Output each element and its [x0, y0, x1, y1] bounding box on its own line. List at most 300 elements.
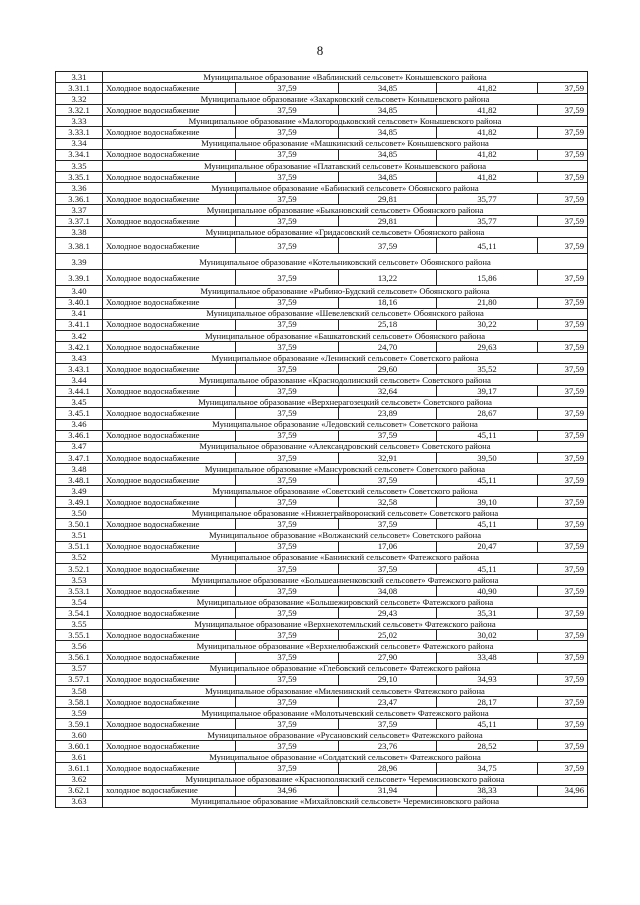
tariff-value: 23,89 [339, 408, 437, 419]
row-number: 3.52.1 [56, 563, 103, 574]
row-number: 3.36.1 [56, 194, 103, 205]
service-name: Холодное водоснабжение [103, 452, 236, 463]
municipality-name: Муниципальное образование «Ленинский сельсовет» Советского района [103, 352, 588, 363]
tariff-table-body [56, 72, 588, 808]
tariff-value: 37,59 [339, 719, 437, 730]
tariff-value: 35,77 [437, 194, 538, 205]
service-name: Холодное водоснабжение [103, 364, 236, 375]
row-number: 3.48.1 [56, 475, 103, 486]
service-row [56, 216, 588, 227]
tariff-value: 45,11 [437, 475, 538, 486]
row-number: 3.44 [56, 375, 103, 386]
tariff-value: 37,59 [236, 127, 339, 138]
row-number: 3.43.1 [56, 364, 103, 375]
row-number: 3.50 [56, 508, 103, 519]
row-number: 3.42.1 [56, 341, 103, 352]
municipality-name: Муниципальное образование «Котельниковский сельсовет» Обоянского района [103, 254, 588, 270]
municipality-row [56, 752, 588, 763]
row-number: 3.49.1 [56, 497, 103, 508]
tariff-value: 37,59 [339, 238, 437, 254]
tariff-value: 34,96 [236, 785, 339, 796]
tariff-value: 37,59 [538, 216, 588, 227]
service-row [56, 452, 588, 463]
tariff-value: 45,11 [437, 238, 538, 254]
tariff-value: 21,80 [437, 297, 538, 308]
tariff-value: 37,59 [236, 563, 339, 574]
municipality-name: Муниципальное образование «Глебовский сельсовет» Фатежского района [103, 663, 588, 674]
service-name: холодное водоснабжение [103, 785, 236, 796]
tariff-value: 40,90 [437, 585, 538, 596]
municipality-row [56, 774, 588, 785]
municipality-name: Муниципальное образование «Миленинский сельсовет» Фатежского района [103, 685, 588, 696]
row-number: 3.37.1 [56, 216, 103, 227]
row-number: 3.62.1 [56, 785, 103, 796]
municipality-row [56, 530, 588, 541]
tariff-value: 45,11 [437, 430, 538, 441]
service-row [56, 430, 588, 441]
tariff-value: 37,59 [538, 127, 588, 138]
service-row [56, 270, 588, 286]
municipality-row [56, 730, 588, 741]
municipality-name: Муниципальное образование «Верхнерагозецкий сельсовет» Советского района [103, 397, 588, 408]
tariff-value: 39,17 [437, 386, 538, 397]
municipality-row [56, 205, 588, 216]
row-number: 3.36 [56, 182, 103, 193]
service-name: Холодное водоснабжение [103, 585, 236, 596]
tariff-value: 37,59 [538, 719, 588, 730]
service-row [56, 364, 588, 375]
tariff-value: 29,60 [339, 364, 437, 375]
service-name: Холодное водоснабжение [103, 630, 236, 641]
row-number: 3.52 [56, 552, 103, 563]
tariff-value: 18,16 [339, 297, 437, 308]
municipality-row [56, 597, 588, 608]
tariff-value: 37,59 [339, 475, 437, 486]
service-name: Холодное водоснабжение [103, 83, 236, 94]
tariff-value: 37,59 [236, 674, 339, 685]
tariff-value: 37,59 [538, 630, 588, 641]
tariff-value: 29,63 [437, 341, 538, 352]
row-number: 3.33.1 [56, 127, 103, 138]
municipality-row [56, 508, 588, 519]
municipality-name: Муниципальное образование «Верхнехотемльский сельсовет» Фатежского района [103, 619, 588, 630]
row-number: 3.62 [56, 774, 103, 785]
tariff-value: 28,67 [437, 408, 538, 419]
service-row [56, 674, 588, 685]
municipality-row [56, 663, 588, 674]
tariff-value: 37,59 [236, 194, 339, 205]
row-number: 3.55 [56, 619, 103, 630]
service-name: Холодное водоснабжение [103, 149, 236, 160]
municipality-name: Муниципальное образование «Краснодолинский сельсовет» Советского района [103, 375, 588, 386]
tariff-value: 34,85 [339, 149, 437, 160]
municipality-row [56, 72, 588, 83]
municipality-name: Муниципальное образование «Башкатовский сельсовет» Обоянского района [103, 330, 588, 341]
service-row [56, 585, 588, 596]
tariff-value: 39,50 [437, 452, 538, 463]
row-number: 3.56.1 [56, 652, 103, 663]
tariff-value: 37,59 [236, 238, 339, 254]
tariff-value: 37,59 [236, 741, 339, 752]
tariff-value: 32,64 [339, 386, 437, 397]
tariff-value: 37,59 [538, 430, 588, 441]
row-number: 3.37 [56, 205, 103, 216]
row-number: 3.46 [56, 419, 103, 430]
service-name: Холодное водоснабжение [103, 319, 236, 330]
service-row [56, 319, 588, 330]
tariff-value: 29,10 [339, 674, 437, 685]
row-number: 3.53.1 [56, 585, 103, 596]
tariff-value: 37,59 [236, 652, 339, 663]
tariff-value: 27,90 [339, 652, 437, 663]
tariff-value: 37,59 [236, 630, 339, 641]
tariff-value: 28,52 [437, 741, 538, 752]
tariff-value: 37,59 [538, 364, 588, 375]
tariff-value: 37,59 [339, 519, 437, 530]
service-row [56, 763, 588, 774]
tariff-value: 23,47 [339, 696, 437, 707]
tariff-value: 37,59 [236, 763, 339, 774]
tariff-value: 37,59 [236, 497, 339, 508]
tariff-value: 29,81 [339, 194, 437, 205]
tariff-value: 28,96 [339, 763, 437, 774]
row-number: 3.59.1 [56, 719, 103, 730]
row-number: 3.50.1 [56, 519, 103, 530]
tariff-value: 17,06 [339, 541, 437, 552]
municipality-name: Муниципальное образование «Малогородьковский сельсовет» Конышевского района [103, 116, 588, 127]
tariff-value: 37,59 [538, 386, 588, 397]
tariff-value: 37,59 [236, 149, 339, 160]
tariff-value: 41,82 [437, 127, 538, 138]
tariff-value: 37,59 [538, 674, 588, 685]
service-row [56, 519, 588, 530]
municipality-name: Муниципальное образование «Бабинский сельсовет» Обоянского района [103, 182, 588, 193]
tariff-value: 37,59 [538, 194, 588, 205]
service-row [56, 127, 588, 138]
row-number: 3.35.1 [56, 171, 103, 182]
municipality-row [56, 397, 588, 408]
tariff-value: 37,59 [538, 171, 588, 182]
tariff-table [55, 71, 588, 808]
row-number: 3.57 [56, 663, 103, 674]
service-name: Холодное водоснабжение [103, 563, 236, 574]
tariff-value: 37,59 [538, 408, 588, 419]
tariff-value: 28,17 [437, 696, 538, 707]
municipality-row [56, 441, 588, 452]
municipality-name: Муниципальное образование «Банинский сельсовет» Фатежского района [103, 552, 588, 563]
row-number: 3.32 [56, 94, 103, 105]
service-row [56, 386, 588, 397]
tariff-value: 37,59 [538, 238, 588, 254]
service-row [56, 696, 588, 707]
tariff-value: 37,59 [236, 608, 339, 619]
service-name: Холодное водоснабжение [103, 763, 236, 774]
tariff-value: 34,96 [538, 785, 588, 796]
row-number: 3.56 [56, 641, 103, 652]
row-number: 3.31.1 [56, 83, 103, 94]
tariff-value: 37,59 [538, 149, 588, 160]
row-number: 3.61 [56, 752, 103, 763]
municipality-row [56, 254, 588, 270]
row-number: 3.43 [56, 352, 103, 363]
service-name: Холодное водоснабжение [103, 341, 236, 352]
row-number: 3.41 [56, 308, 103, 319]
tariff-value: 29,81 [339, 216, 437, 227]
row-number: 3.46.1 [56, 430, 103, 441]
municipality-name: Муниципальное образование «Большежировский сельсовет» Фатежского района [103, 597, 588, 608]
tariff-value: 34,85 [339, 127, 437, 138]
tariff-value: 37,59 [236, 452, 339, 463]
tariff-value: 30,22 [437, 319, 538, 330]
municipality-row [56, 182, 588, 193]
service-name: Холодное водоснабжение [103, 652, 236, 663]
tariff-value: 37,59 [538, 270, 588, 286]
municipality-row [56, 552, 588, 563]
row-number: 3.48 [56, 463, 103, 474]
tariff-value: 20,47 [437, 541, 538, 552]
tariff-value: 45,11 [437, 563, 538, 574]
row-number: 3.63 [56, 796, 103, 807]
row-number: 3.40.1 [56, 297, 103, 308]
tariff-value: 41,82 [437, 83, 538, 94]
row-number: 3.51.1 [56, 541, 103, 552]
tariff-value: 15,86 [437, 270, 538, 286]
municipality-row [56, 685, 588, 696]
service-row [56, 541, 588, 552]
municipality-row [56, 796, 588, 807]
tariff-value: 25,18 [339, 319, 437, 330]
municipality-name: Муниципальное образование «Ледовский сельсовет» Советского района [103, 419, 588, 430]
municipality-row [56, 463, 588, 474]
row-number: 3.47.1 [56, 452, 103, 463]
municipality-row [56, 574, 588, 585]
tariff-value: 37,59 [236, 105, 339, 116]
tariff-value: 37,59 [236, 719, 339, 730]
row-number: 3.59 [56, 707, 103, 718]
tariff-value: 34,85 [339, 171, 437, 182]
municipality-name: Муниципальное образование «Шевелевский сельсовет» Обоянского района [103, 308, 588, 319]
tariff-value: 35,77 [437, 216, 538, 227]
tariff-value: 37,59 [339, 430, 437, 441]
service-name: Холодное водоснабжение [103, 270, 236, 286]
municipality-row [56, 160, 588, 171]
service-row [56, 785, 588, 796]
tariff-value: 37,59 [538, 519, 588, 530]
tariff-value: 37,59 [538, 83, 588, 94]
tariff-value: 37,59 [236, 386, 339, 397]
page-number: 8 [316, 43, 324, 58]
tariff-value: 34,85 [339, 83, 437, 94]
municipality-name: Муниципальное образование «Быкановский сельсовет» Обоянского района [103, 205, 588, 216]
row-number: 3.45.1 [56, 408, 103, 419]
municipality-name: Муниципальное образование «Платавский сельсовет» Конышевского района [103, 160, 588, 171]
service-name: Холодное водоснабжение [103, 171, 236, 182]
tariff-value: 41,82 [437, 105, 538, 116]
row-number: 3.38.1 [56, 238, 103, 254]
tariff-value: 41,82 [437, 171, 538, 182]
municipality-name: Муниципальное образование «Краснополянский сельсовет» Черемисиновского района [103, 774, 588, 785]
service-row [56, 238, 588, 254]
service-row [56, 297, 588, 308]
service-row [56, 105, 588, 116]
service-name: Холодное водоснабжение [103, 127, 236, 138]
row-number: 3.31 [56, 72, 103, 83]
municipality-row [56, 138, 588, 149]
service-name: Холодное водоснабжение [103, 719, 236, 730]
tariff-value: 37,59 [236, 297, 339, 308]
municipality-row [56, 116, 588, 127]
tariff-value: 34,85 [339, 105, 437, 116]
municipality-name: Муниципальное образование «Захарковский сельсовет» Конышевского района [103, 94, 588, 105]
tariff-value: 13,22 [339, 270, 437, 286]
tariff-value: 37,59 [236, 408, 339, 419]
municipality-row [56, 308, 588, 319]
service-name: Холодное водоснабжение [103, 608, 236, 619]
tariff-value: 37,59 [538, 652, 588, 663]
tariff-value: 37,59 [236, 319, 339, 330]
tariff-value: 29,43 [339, 608, 437, 619]
service-name: Холодное водоснабжение [103, 475, 236, 486]
tariff-value: 24,70 [339, 341, 437, 352]
service-name: Холодное водоснабжение [103, 497, 236, 508]
municipality-row [56, 619, 588, 630]
service-row [56, 171, 588, 182]
tariff-value: 37,59 [236, 270, 339, 286]
service-name: Холодное водоснабжение [103, 674, 236, 685]
tariff-value: 37,59 [538, 763, 588, 774]
municipality-row [56, 330, 588, 341]
row-number: 3.32.1 [56, 105, 103, 116]
row-number: 3.53 [56, 574, 103, 585]
service-name: Холодное водоснабжение [103, 696, 236, 707]
municipality-name: Муниципальное образование «Советский сельсовет» Советского района [103, 486, 588, 497]
municipality-name: Муниципальное образование «Волжанский сельсовет» Советского района [103, 530, 588, 541]
municipality-row [56, 375, 588, 386]
municipality-row [56, 486, 588, 497]
service-name: Холодное водоснабжение [103, 105, 236, 116]
row-number: 3.54.1 [56, 608, 103, 619]
row-number: 3.34.1 [56, 149, 103, 160]
municipality-row [56, 286, 588, 297]
tariff-value: 37,59 [236, 696, 339, 707]
tariff-value: 37,59 [236, 541, 339, 552]
tariff-value: 37,59 [538, 741, 588, 752]
row-number: 3.60.1 [56, 741, 103, 752]
row-number: 3.33 [56, 116, 103, 127]
tariff-value: 37,59 [538, 563, 588, 574]
service-row [56, 608, 588, 619]
tariff-value: 37,59 [236, 519, 339, 530]
municipality-row [56, 94, 588, 105]
tariff-value: 37,59 [538, 497, 588, 508]
row-number: 3.51 [56, 530, 103, 541]
municipality-row [56, 352, 588, 363]
municipality-name: Муниципальное образование «Ваблинский сельсовет» Конышевского района [103, 72, 588, 83]
service-row [56, 630, 588, 641]
municipality-row [56, 641, 588, 652]
row-number: 3.60 [56, 730, 103, 741]
service-name: Холодное водоснабжение [103, 430, 236, 441]
row-number: 3.44.1 [56, 386, 103, 397]
tariff-value: 45,11 [437, 719, 538, 730]
tariff-value: 37,59 [236, 585, 339, 596]
tariff-value: 37,59 [236, 475, 339, 486]
row-number: 3.55.1 [56, 630, 103, 641]
tariff-value: 32,91 [339, 452, 437, 463]
tariff-value: 37,59 [236, 364, 339, 375]
municipality-name: Муниципальное образование «Солдатский сельсовет» Фатежского района [103, 752, 588, 763]
municipality-name: Муниципальное образование «Михайловский сельсовет» Черемисиновского района [103, 796, 588, 807]
municipality-name: Муниципальное образование «Рыбино-Будский сельсовет» Обоянского района [103, 286, 588, 297]
municipality-name: Муниципальное образование «Мансуровский сельсовет» Советского района [103, 463, 588, 474]
service-name: Холодное водоснабжение [103, 519, 236, 530]
service-row [56, 475, 588, 486]
service-name: Холодное водоснабжение [103, 238, 236, 254]
row-number: 3.49 [56, 486, 103, 497]
tariff-value: 31,94 [339, 785, 437, 796]
tariff-value: 30,02 [437, 630, 538, 641]
tariff-value: 37,59 [538, 105, 588, 116]
tariff-value: 41,82 [437, 149, 538, 160]
municipality-name: Муниципальное образование «Большеанненковский сельсовет» Фатежского района [103, 574, 588, 585]
row-number: 3.45 [56, 397, 103, 408]
row-number: 3.39.1 [56, 270, 103, 286]
tariff-value: 37,59 [538, 341, 588, 352]
service-name: Холодное водоснабжение [103, 408, 236, 419]
municipality-row [56, 419, 588, 430]
row-number: 3.54 [56, 597, 103, 608]
row-number: 3.34 [56, 138, 103, 149]
row-number: 3.42 [56, 330, 103, 341]
tariff-value: 37,59 [236, 83, 339, 94]
service-name: Холодное водоснабжение [103, 741, 236, 752]
municipality-name: Муниципальное образование «Александровский сельсовет» Советского района [103, 441, 588, 452]
row-number: 3.41.1 [56, 319, 103, 330]
tariff-value: 32,58 [339, 497, 437, 508]
tariff-value: 34,93 [437, 674, 538, 685]
tariff-value: 45,11 [437, 519, 538, 530]
tariff-value: 37,59 [538, 297, 588, 308]
service-row [56, 652, 588, 663]
service-name: Холодное водоснабжение [103, 386, 236, 397]
tariff-value: 37,59 [236, 216, 339, 227]
tariff-value: 37,59 [538, 696, 588, 707]
service-row [56, 497, 588, 508]
municipality-name: Муниципальное образование «Верхнелюбажский сельсовет» Фатежского района [103, 641, 588, 652]
service-row [56, 741, 588, 752]
tariff-value: 37,59 [538, 475, 588, 486]
tariff-value: 37,59 [538, 319, 588, 330]
row-number: 3.47 [56, 441, 103, 452]
row-number: 3.35 [56, 160, 103, 171]
row-number: 3.61.1 [56, 763, 103, 774]
service-row [56, 83, 588, 94]
service-row [56, 408, 588, 419]
tariff-value: 37,59 [339, 563, 437, 574]
tariff-value: 37,59 [538, 608, 588, 619]
service-name: Холодное водоснабжение [103, 297, 236, 308]
service-name: Холодное водоснабжение [103, 216, 236, 227]
municipality-name: Муниципальное образование «Нижнеграйворонский сельсовет» Советского района [103, 508, 588, 519]
tariff-value: 23,76 [339, 741, 437, 752]
tariff-value: 37,59 [236, 171, 339, 182]
row-number: 3.39 [56, 254, 103, 270]
municipality-name: Муниципальное образование «Гридасовский сельсовет» Обоянского района [103, 227, 588, 238]
service-row [56, 563, 588, 574]
tariff-value: 37,59 [538, 541, 588, 552]
service-row [56, 341, 588, 352]
municipality-row [56, 707, 588, 718]
